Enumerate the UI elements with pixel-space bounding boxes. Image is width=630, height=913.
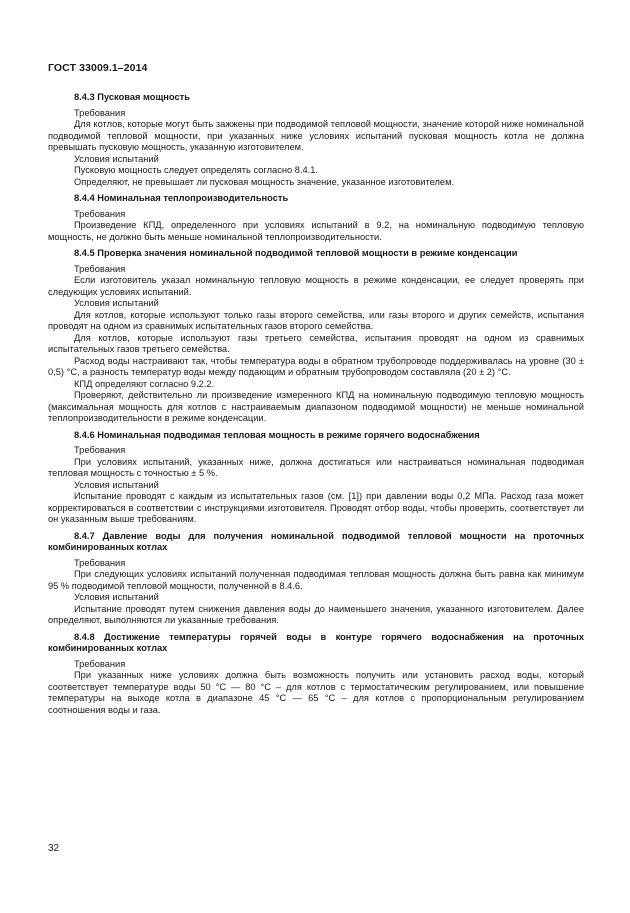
paragraph: При указанных ниже условиях должна быть возможность получить или установить расход воды, который соответствует температуре воды 50 °С — 80 °С – для котлов с термостатическим регулированием, или повышение температуры на выходе котла в диапазоне 45 °С — 65 °С – для котлов с пропорциональным регулированием соотношения воды и газа. (48, 670, 584, 715)
requirements-label: Требования (74, 208, 126, 219)
section-8-4-8 (48, 632, 584, 717)
section-heading: 8.4.6 Номинальная подводимая тепловая мощность в режиме горячего водоснабжения (74, 429, 480, 440)
section-8-4-4 (48, 193, 584, 243)
paragraph: Для котлов, которые могут быть зажжены при подводимой тепловой мощности, значение которой ниже номинальной подводимой тепловой мощности, при указанных ниже условиях испытаний пусковая мощность котла не должна превышать пусковую мощность, указанную изготовителем. (48, 119, 584, 152)
test-conditions-label: Условия испытаний (74, 592, 159, 602)
paragraph: Пусковую мощность следует определять согласно 8.4.1. (74, 165, 318, 175)
section-heading: 8.4.8 Достижение температуры горячей воды в контуре горячего водоснабжения на проточных комбинированных котлах (48, 631, 584, 653)
page-content (48, 92, 584, 721)
section-heading: 8.4.3 Пусковая мощность (74, 92, 190, 102)
section-8-4-5 (48, 248, 584, 425)
requirements-label: Требования (74, 557, 126, 568)
section-heading: 8.4.4 Номинальная теплопроизводительность (74, 193, 289, 203)
test-conditions-label: Условия испытаний (74, 153, 159, 164)
requirements-label: Требования (74, 107, 126, 118)
paragraph: Для котлов, которые используют газы третьего семейства, испытания проводят на одном из сравнимых испытательных газов третьего семейства. (48, 332, 584, 354)
paragraph: При следующих условиях испытаний полученная подводимая тепловая мощность должна быть равна как минимум 95 % подводимой тепловой мощности, полученной в 8.4.6. (48, 569, 584, 591)
paragraph: При условиях испытаний, указанных ниже, должна достигаться или настраиваться номинальная подводимая тепловая мощность с точностью ± 5 %. (48, 456, 584, 478)
paragraph: Испытание проводят путем снижения давления воды до наименьшего значения, указанного изготовителем. Далее определяют, выполняются ли указанные требования. (48, 603, 584, 625)
paragraph: Если изготовитель указал номинальную тепловую мощность в режиме конденсации, ее следует проверять при следующих условиях испытаний. (48, 275, 584, 297)
paragraph: Для котлов, которые используют только газы второго семейства, или газы второго и других семейств, испытания проводят на одном из сравнимых испытательных газов второго семейства. (48, 309, 584, 331)
document-code: ГОСТ 33009.1–2014 (48, 62, 148, 74)
test-conditions-label: Условия испытаний (74, 479, 159, 490)
requirements-label: Требования (74, 263, 126, 274)
page-number: 32 (48, 843, 60, 854)
test-conditions-label: Условия испытаний (74, 298, 159, 308)
paragraph: Расход воды настраивают так, чтобы температура воды в обратном трубопроводе поддерживалась на уровне (30 ± 0,5) °С, а разность температур воды между подающим и обратным трубопроводом составляла (20 ± 2) °С. (48, 355, 584, 377)
section-heading: 8.4.5 Проверка значения номинальной подводимой тепловой мощности в режиме конденсации (74, 248, 518, 258)
paragraph: Определяют, не превышает ли пусковая мощность значение, указанное изготовителем. (74, 176, 455, 187)
requirements-label: Требования (74, 658, 126, 669)
section-heading: 8.4.7 Давление воды для получения номинальной подводимой тепловой мощности на проточных комбинированных котлах (48, 530, 584, 552)
section-8-4-6 (48, 430, 584, 526)
paragraph: Произведение КПД, определенного при условиях испытаний в 9.2, на номинальную подводимую тепловую мощность, не должно быть меньше номинальной теплопроизводительности. (48, 220, 584, 242)
section-8-4-7 (48, 531, 584, 627)
requirements-label: Требования (74, 445, 126, 455)
paragraph: КПД определяют согласно 9.2.2. (74, 378, 215, 389)
paragraph: Испытание проводят с каждым из испытательных газов (см. [1]) при давлении воды 0,2 МПа. Расход газа может корректироваться в соответствии с инструкциями изготовителя. Проводят отбор воды, чтобы проверить, соответствует ли он указанным выше требованиям. (48, 491, 584, 524)
section-8-4-3 (48, 92, 584, 188)
paragraph: Проверяют, действительно ли произведение измеренного КПД на номинальную подводимую тепловую мощность (максимальная мощность для котлов с настраиваемым диапазоном подводимой мощности) не меньше номинальной теплопроизводительности в режиме конденсации. (48, 390, 584, 423)
